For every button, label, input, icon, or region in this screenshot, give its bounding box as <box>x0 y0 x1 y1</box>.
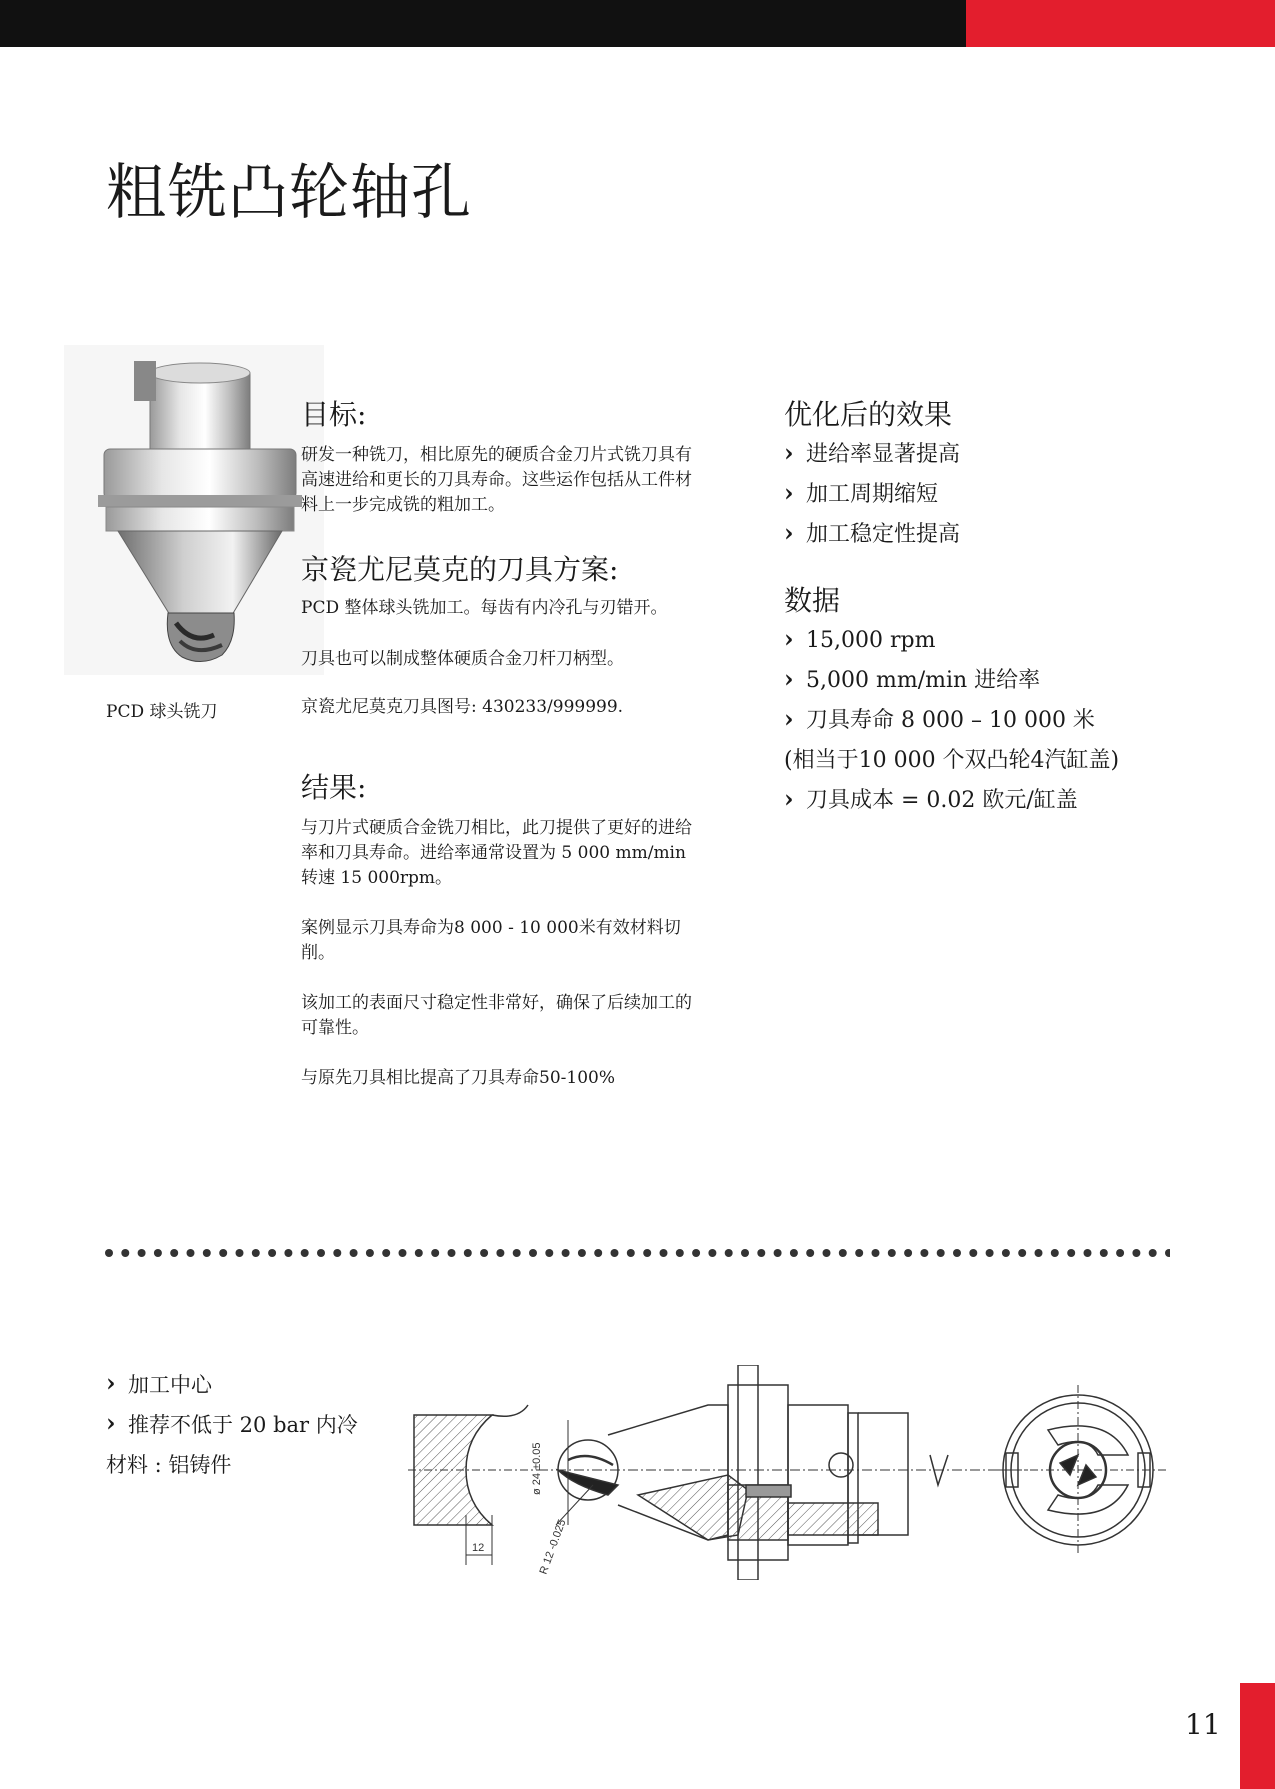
divider-dot <box>545 1249 553 1257</box>
divider-dot <box>301 1249 309 1257</box>
divider-dot <box>399 1249 407 1257</box>
divider-dot <box>105 1249 113 1257</box>
divider-dot <box>366 1249 374 1257</box>
divider-dot <box>969 1249 977 1257</box>
divider-dot <box>170 1249 178 1257</box>
divider-dot <box>448 1249 456 1257</box>
divider-dot <box>692 1249 700 1257</box>
divider-dot <box>513 1249 521 1257</box>
divider-dot <box>284 1249 292 1257</box>
divider-dot <box>121 1249 129 1257</box>
divider-dot <box>1149 1249 1157 1257</box>
data-heading: 数据 <box>784 584 841 617</box>
divider-dot <box>203 1249 211 1257</box>
divider-dot <box>823 1249 831 1257</box>
divider-dot <box>578 1249 586 1257</box>
divider-dot <box>1165 1249 1170 1257</box>
effects-heading: 优化后的效果 <box>784 398 953 431</box>
divider-dot <box>741 1249 749 1257</box>
divider-dot <box>855 1249 863 1257</box>
result-line: 该加工的表面尺寸稳定性非常好，确保了后续加工的 <box>301 993 692 1013</box>
dim-diameter: ø 24 ±0.05 <box>531 1442 543 1495</box>
divider-dot <box>464 1249 472 1257</box>
divider-dot <box>562 1249 570 1257</box>
data-note: (相当于10 000 个双凸轮4汽缸盖) <box>784 748 1120 773</box>
divider-dot <box>1132 1249 1140 1257</box>
divider-dot <box>187 1249 195 1257</box>
divider-dot <box>953 1249 961 1257</box>
divider-dot <box>774 1249 782 1257</box>
result-text <box>301 816 741 891</box>
page-title: 粗铣凸轮轴孔 <box>106 158 472 228</box>
dotted-divider <box>105 1245 1170 1261</box>
goal-heading: 目标: <box>301 398 367 431</box>
list-item: › 加工中心 <box>106 1365 406 1405</box>
divider-dot <box>627 1249 635 1257</box>
goal-line: 研发一种铣刀，相比原先的硬质合金刀片式铣刀具有 <box>301 445 692 465</box>
material-text: 材料 : 铝铸件 <box>106 1453 232 1477</box>
middle-column <box>301 393 741 1091</box>
divider-dot <box>154 1249 162 1257</box>
header-red-bar <box>966 0 1275 47</box>
divider-dot <box>333 1249 341 1257</box>
divider-dot <box>480 1249 488 1257</box>
list-item: › 刀具成本 = 0.02 欧元/缸盖 <box>784 781 1224 821</box>
result-line: 与原先刀具相比提高了刀具寿命50-100% <box>301 1068 615 1088</box>
divider-dot <box>594 1249 602 1257</box>
divider-dot <box>1018 1249 1026 1257</box>
page-number: 11 <box>1185 1708 1221 1741</box>
list-item: › 进给率显著提高 <box>784 435 1224 475</box>
divider-dot <box>496 1249 504 1257</box>
solution-text: PCD 整体球头铣加工。每齿有内冷孔与刃错开。 <box>301 598 668 618</box>
divider-dot <box>839 1249 847 1257</box>
header-black-bar <box>0 0 966 47</box>
divider-dot <box>1002 1249 1010 1257</box>
result-line: 转速 15 000rpm。 <box>301 868 453 888</box>
divider-dot <box>415 1249 423 1257</box>
divider-dot <box>643 1249 651 1257</box>
divider-dot <box>611 1249 619 1257</box>
divider-dot <box>660 1249 668 1257</box>
result-heading: 结果: <box>301 771 367 804</box>
divider-dot <box>1035 1249 1043 1257</box>
dim-width: 12 <box>472 1542 485 1554</box>
list-item: › 推荐不低于 20 bar 内冷 <box>106 1405 406 1445</box>
list-item: › 刀具寿命 8 000 – 10 000 米 <box>784 701 1224 741</box>
right-column <box>784 393 1224 821</box>
machining-list <box>106 1365 406 1445</box>
divider-dot <box>708 1249 716 1257</box>
divider-dot <box>317 1249 325 1257</box>
divider-dot <box>1051 1249 1059 1257</box>
divider-dot <box>138 1249 146 1257</box>
tool-caption: PCD 球头铣刀 <box>106 702 218 722</box>
divider-dot <box>986 1249 994 1257</box>
divider-dot <box>937 1249 945 1257</box>
machining-notes <box>106 1365 406 1485</box>
divider-dot <box>236 1249 244 1257</box>
divider-dot <box>806 1249 814 1257</box>
divider-dot <box>904 1249 912 1257</box>
divider-dot <box>268 1249 276 1257</box>
divider-dot <box>252 1249 260 1257</box>
divider-dot <box>529 1249 537 1257</box>
divider-dot <box>676 1249 684 1257</box>
result-line: 削。 <box>301 943 335 963</box>
divider-dot <box>1116 1249 1124 1257</box>
list-item: › 15,000 rpm <box>784 621 1224 661</box>
goal-line: 料上一步完成铣的粗加工。 <box>301 495 505 515</box>
ball-end-mill-image <box>64 345 324 675</box>
divider-dot <box>725 1249 733 1257</box>
goal-line: 高速进给和更长的刀具寿命。这些运作包括从工件材 <box>301 470 692 490</box>
list-item: › 加工周期缩短 <box>784 475 1224 515</box>
result-line: 案例显示刀具寿命为8 000 - 10 000米有效材料切 <box>301 918 681 938</box>
result-line: 可靠性。 <box>301 1018 369 1038</box>
divider-dot <box>1100 1249 1108 1257</box>
divider-dot <box>1084 1249 1092 1257</box>
divider-dot <box>350 1249 358 1257</box>
divider-dot <box>431 1249 439 1257</box>
solution-heading: 京瓷尤尼莫克的刀具方案: <box>301 553 619 586</box>
list-item: › 加工稳定性提高 <box>784 515 1224 555</box>
solution-text: 刀具也可以制成整体硬质合金刀杆刀柄型。 <box>301 649 624 669</box>
list-item: › 5,000 mm/min 进给率 <box>784 661 1224 701</box>
result-text <box>301 916 741 966</box>
technical-drawing <box>408 1365 1198 1580</box>
result-line: 与刀片式硬质合金铣刀相比，此刀提供了更好的进给 <box>301 818 692 838</box>
dim-radius: R 12 -0.025 <box>537 1517 569 1577</box>
tool-drawing-number: 京瓷尤尼莫克刀具图号: 430233/999999. <box>301 697 624 717</box>
goal-text <box>301 443 741 518</box>
result-text <box>301 991 741 1041</box>
divider-dot <box>888 1249 896 1257</box>
divider-dot <box>1067 1249 1075 1257</box>
divider-dot <box>382 1249 390 1257</box>
divider-dot <box>872 1249 880 1257</box>
divider-dot <box>219 1249 227 1257</box>
divider-dot <box>790 1249 798 1257</box>
divider-dot <box>757 1249 765 1257</box>
page-number-tab <box>1240 1683 1275 1789</box>
data-list <box>784 621 1224 821</box>
divider-dot <box>920 1249 928 1257</box>
result-line: 率和刀具寿命。进给率通常设置为 5 000 mm/min <box>301 843 686 863</box>
effects-list <box>784 435 1224 555</box>
